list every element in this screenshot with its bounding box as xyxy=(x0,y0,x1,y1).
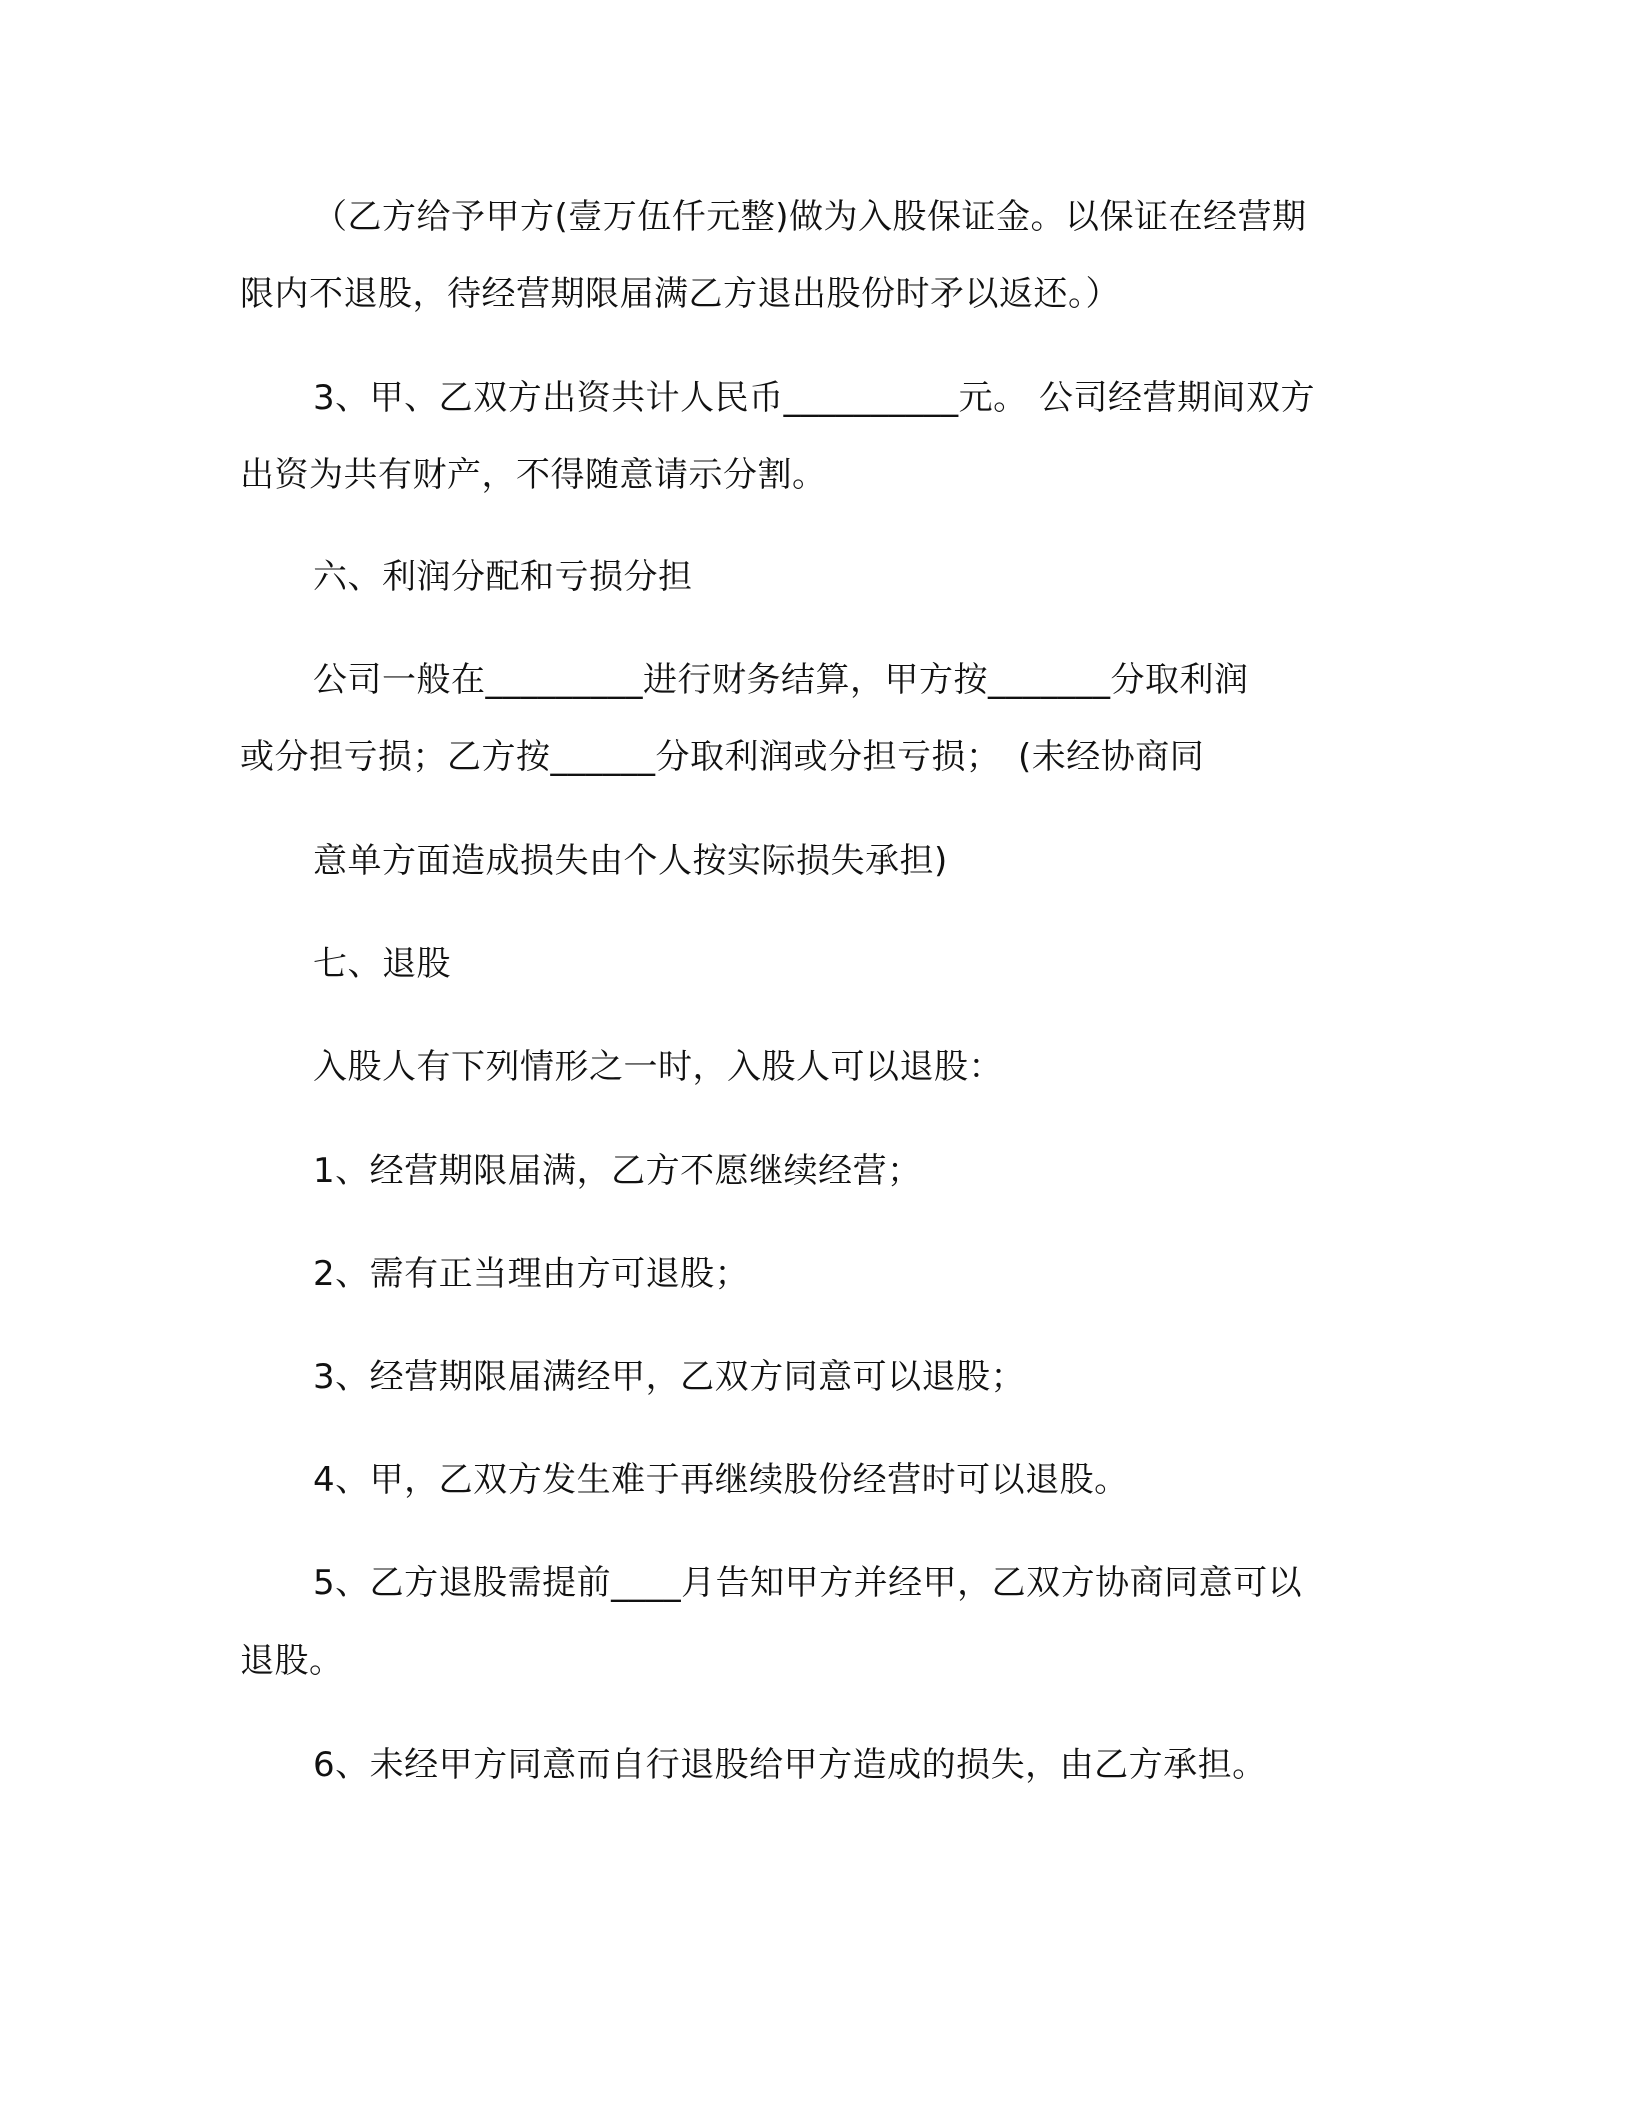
list-item: 4、甲，乙双方发生难于再继续股份经营时可以退股。 xyxy=(313,1460,1129,1500)
section-heading: 六、利润分配和亏损分担 xyxy=(313,557,693,597)
paragraph-line: 公司一般在_________进行财务结算，甲方按_______分取利润 xyxy=(313,660,1249,700)
paragraph-line: 出资为共有财产，不得随意请示分割。 xyxy=(240,455,827,495)
paragraph-line: （乙方给予甲方(壹万伍仟元整)做为入股保证金。以保证在经营期 xyxy=(313,197,1307,237)
paragraph-line: 限内不退股，待经营期限届满乙方退出股份时矛以返还。） xyxy=(240,274,1120,314)
list-item: 5、乙方退股需提前____月告知甲方并经甲，乙双方协商同意可以 xyxy=(313,1563,1303,1603)
paragraph-line: 意单方面造成损失由个人按实际损失承担) xyxy=(313,841,948,881)
paragraph-line: 或分担亏损；乙方按______分取利润或分担亏损； (未经协商同 xyxy=(240,737,1205,777)
list-item: 2、需有正当理由方可退股； xyxy=(313,1254,750,1294)
list-item: 3、经营期限届满经甲，乙双方同意可以退股； xyxy=(313,1357,1026,1397)
paragraph-line: 入股人有下列情形之一时，入股人可以退股： xyxy=(313,1047,1003,1087)
list-item: 1、经营期限届满，乙方不愿继续经营； xyxy=(313,1151,922,1191)
section-heading: 七、退股 xyxy=(313,944,451,984)
paragraph-line: 3、甲、乙双方出资共计人民币__________元。 公司经营期间双方 xyxy=(313,378,1315,418)
list-item: 6、未经甲方同意而自行退股给甲方造成的损失，由乙方承担。 xyxy=(313,1745,1267,1785)
list-item: 退股。 xyxy=(240,1641,344,1681)
